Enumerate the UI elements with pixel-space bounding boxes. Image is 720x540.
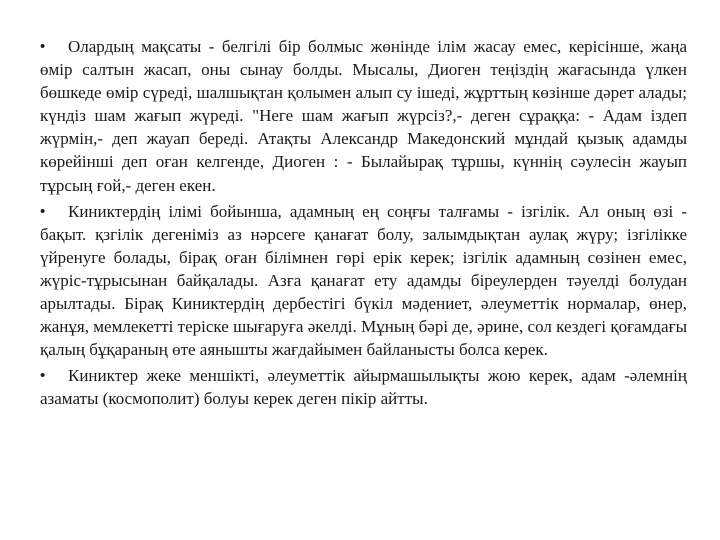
- paragraph-text: Киниктердің ілімі бойынша, адамның ең соңғы талғамы - ізгілік. Ал оның өзі - бақыт. қзгілік дегеніміз аз нәрсеге қанағат болу, залымдықтан аулақ жүру; ізгілікке үйренуге болады, бірақ оған білімнен гөрі ерік керек; ізгілік адамның сөзінен емес, жүріс-тұрысынан байқалады. Азға қанағат ету адамды біреулерден тәуелді болудан арылтады. Бірақ Киниктердің дербестігі бүкіл мәдениет, әлеуметтік нормалар, өнер, жанұя, мемлекетті теріске шығаруға әкелді. Мұның бәрі де, әрине, сол кездегі қоғамдағы қалың бұқараның өте аянышты жағдайымен байланысты болса керек.: [40, 201, 687, 360]
- paragraph-diogenes: [40, 35, 687, 197]
- paragraph-text: Олардың мақсаты - белгілі бір болмыс жөнінде ілім жасау емес, керісінше, жаңа өмір салтын жасап, оны сынау болды. Мысалы, Диоген теңіздің жағасында үлкен бөшкеде өмір сүреді, шалшықтан қолымен алып су ішеді, жұрттың көзінше дәрет алады; күндіз шам жағып жүреді. "Неге шам жағып жүрсіз?,- деген сұраққа: - Адам іздеп жүрмін,- деп жауап береді. Атақты Александр Македонский мұндай қызық адамды көрейінші деп оған келгенде, Диоген : - Былайырақ тұршы, күннің сәулесін жауып тұрсың ғой,- деген екен.: [40, 37, 687, 195]
- paragraph-cynic-virtue: [40, 200, 687, 362]
- bullet-icon: •: [40, 202, 46, 220]
- bullet-icon: •: [40, 367, 46, 385]
- paragraph-text: Киниктер жеке меншікті, әлеуметтік айырмашылықты жою керек, адам -әлемнің азаматы (космополит) болуы керек деген пікір айтты.: [40, 366, 687, 409]
- paragraph-cosmopolitan: [40, 364, 687, 410]
- bullet-icon: •: [40, 38, 46, 55]
- slide-text-body: [40, 35, 687, 414]
